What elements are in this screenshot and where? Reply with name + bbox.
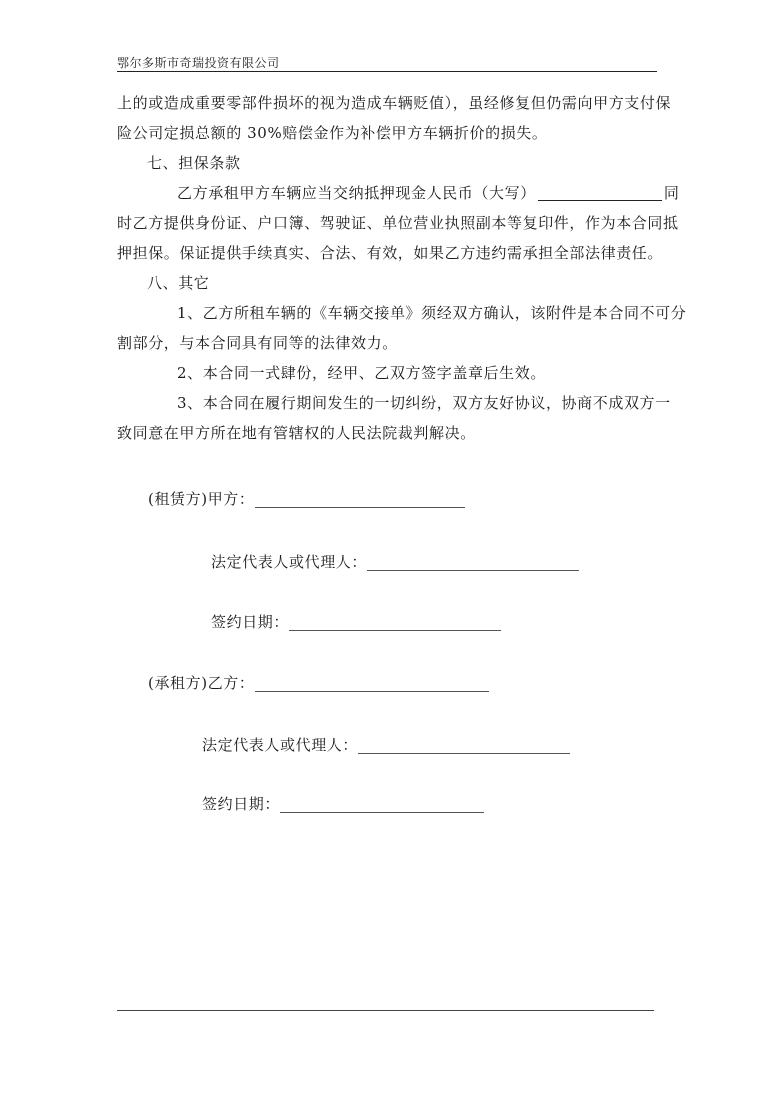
- deposit-amount-blank: [538, 182, 662, 201]
- section-title-7: 七、担保条款: [147, 154, 241, 172]
- party-b-rep-blank: [358, 737, 570, 754]
- party-a-blank: [255, 491, 465, 508]
- paragraph-line: 致同意在甲方所在地有管辖权的人民法院裁判解决。: [117, 424, 476, 442]
- paragraph-line: 险公司定损总额的 30%赔偿金作为补偿甲方车辆折价的损失。: [117, 124, 548, 142]
- party-a-rep-label: 法定代表人或代理人：: [211, 553, 368, 571]
- party-b-date-label: 签约日期：: [202, 795, 281, 813]
- party-a-signature-row: [148, 488, 465, 509]
- party-a-label: (租赁方)甲方：: [148, 490, 255, 508]
- text-segment: 乙方承租甲方车辆应当交纳抵押现金人民币（大写）: [177, 184, 536, 202]
- party-a-date-row: [211, 611, 501, 632]
- party-a-rep-blank: [367, 554, 579, 571]
- header-divider: [117, 71, 657, 72]
- paragraph-line: [117, 88, 672, 118]
- paragraph-line: [117, 178, 680, 208]
- paragraph-line: 时乙方提供身份证、户口簿、驾驶证、单位营业执照副本等复印件，作为本合同抵: [117, 214, 679, 232]
- party-b-rep-label: 法定代表人或代理人：: [202, 736, 359, 754]
- paragraph-line: 3、本合同在履行期间发生的一切纠纷，双方友好协议，协商不成双方一: [177, 394, 671, 412]
- contract-body: [117, 88, 687, 448]
- party-b-blank: [255, 675, 489, 692]
- header-company-name: 鄂尔多斯市奇瑞投资有限公司: [117, 56, 280, 70]
- footer-divider: [117, 1010, 654, 1011]
- section-title-8: 八、其它: [147, 274, 210, 292]
- party-a-rep-row: [211, 551, 579, 572]
- party-a-date-label: 签约日期：: [211, 613, 290, 631]
- party-b-rep-row: [202, 734, 570, 755]
- party-b-date-blank: [280, 796, 484, 813]
- party-b-date-row: [202, 793, 484, 814]
- party-b-label: (承租方)乙方：: [148, 674, 255, 692]
- text-segment: 上的或造成重要零部件损坏的视为造成车辆贬值），虽经修复但仍需向甲方支付保: [117, 94, 672, 112]
- text-segment: 同: [663, 184, 680, 202]
- party-a-date-blank: [289, 614, 501, 631]
- paragraph-line: 2、本合同一式肆份，经甲、乙双方签字盖章后生效。: [177, 364, 546, 382]
- paragraph-line: 押担保。保证提供手续真实、合法、有效，如果乙方违约需承担全部法律责任。: [117, 244, 664, 262]
- paragraph-line: 割部分，与本合同具有同等的法律效力。: [117, 334, 398, 352]
- party-b-signature-row: [148, 672, 489, 693]
- paragraph-line: 1、乙方所租车辆的《车辆交接单》须经双方确认，该附件是本合同不可分: [177, 304, 687, 322]
